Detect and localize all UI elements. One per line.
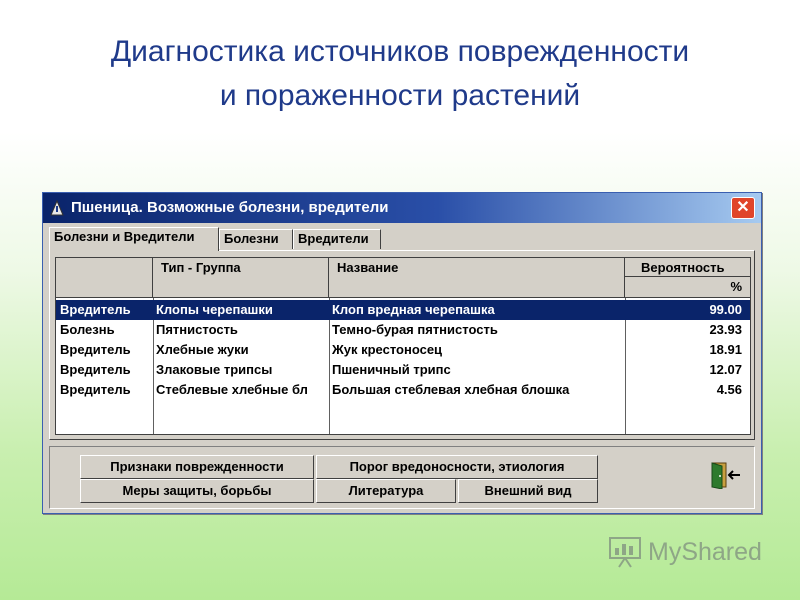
appearance-button[interactable]: Внешний вид [458,479,598,503]
damage-signs-button[interactable]: Признаки поврежденности [80,455,314,479]
cell-probability: 23.93 [709,322,742,337]
exit-door-icon[interactable] [710,461,742,489]
presentation-icon [608,536,642,568]
slide-title [0,30,800,118]
window-title: Пшеница. Возможные болезни, вредители [71,199,389,216]
cell-kind: Вредитель [60,382,131,397]
slide-title-line-1: Диагностика источников поврежденности [110,35,690,68]
cell-kind: Болезнь [60,322,115,337]
literature-button[interactable]: Литература [316,479,456,503]
app-icon [49,200,65,216]
cell-kind: Вредитель [60,302,131,317]
cell-name: Большая стеблевая хлебная блошка [332,382,570,397]
tab-diseases-and-pests[interactable] [49,227,219,251]
cell-group: Хлебные жуки [156,342,249,357]
column-header-probability[interactable]: Вероятность % [625,258,750,298]
close-button[interactable] [731,197,755,219]
cell-group: Злаковые трипсы [156,362,273,377]
cell-kind: Вредитель [60,342,131,357]
slide-title-line-2: и пораженности растений [219,79,581,112]
window-titlebar[interactable] [43,193,761,223]
table-row[interactable] [56,360,750,380]
tab-label: Вредители [298,231,369,246]
tab-panel [49,250,755,440]
tab-label: Болезни [224,231,279,246]
cell-group: Клопы черепашки [156,302,273,317]
table-row[interactable] [56,380,750,400]
cell-probability: 18.91 [709,342,742,357]
cell-group: Стеблевые хлебные бл [156,382,308,397]
cell-name: Клоп вредная черепашка [332,302,495,317]
column-header-name[interactable]: Название [329,258,625,298]
tab-pests[interactable] [293,229,381,249]
action-buttons-panel [49,446,755,509]
protection-measures-button[interactable]: Меры защиты, борьбы [80,479,314,503]
cell-group: Пятнистость [156,322,238,337]
table-row[interactable] [56,300,750,320]
cell-probability: 4.56 [716,382,742,397]
cell-probability: 12.07 [709,362,742,377]
tab-label: Болезни и Вредители [54,229,195,244]
column-header-type-group[interactable]: Тип - Группа [153,258,329,298]
table-row[interactable] [56,340,750,360]
cell-name: Темно-бурая пятнистость [332,322,498,337]
probability-unit-header: % [625,276,750,298]
table-row[interactable] [56,320,750,340]
close-icon: ✕ [736,199,750,216]
cell-probability: 99.00 [709,302,742,317]
harm-threshold-button[interactable]: Порог вредоносности, этиология [316,455,598,479]
app-window [42,192,762,514]
cell-kind: Вредитель [60,362,131,377]
watermark-text: MyShared [648,538,762,566]
column-header-kind[interactable] [56,258,153,298]
tab-diseases[interactable] [219,229,293,249]
cell-name: Жук крестоносец [332,342,443,357]
results-grid[interactable] [55,257,751,435]
cell-name: Пшеничный трипс [332,362,451,377]
